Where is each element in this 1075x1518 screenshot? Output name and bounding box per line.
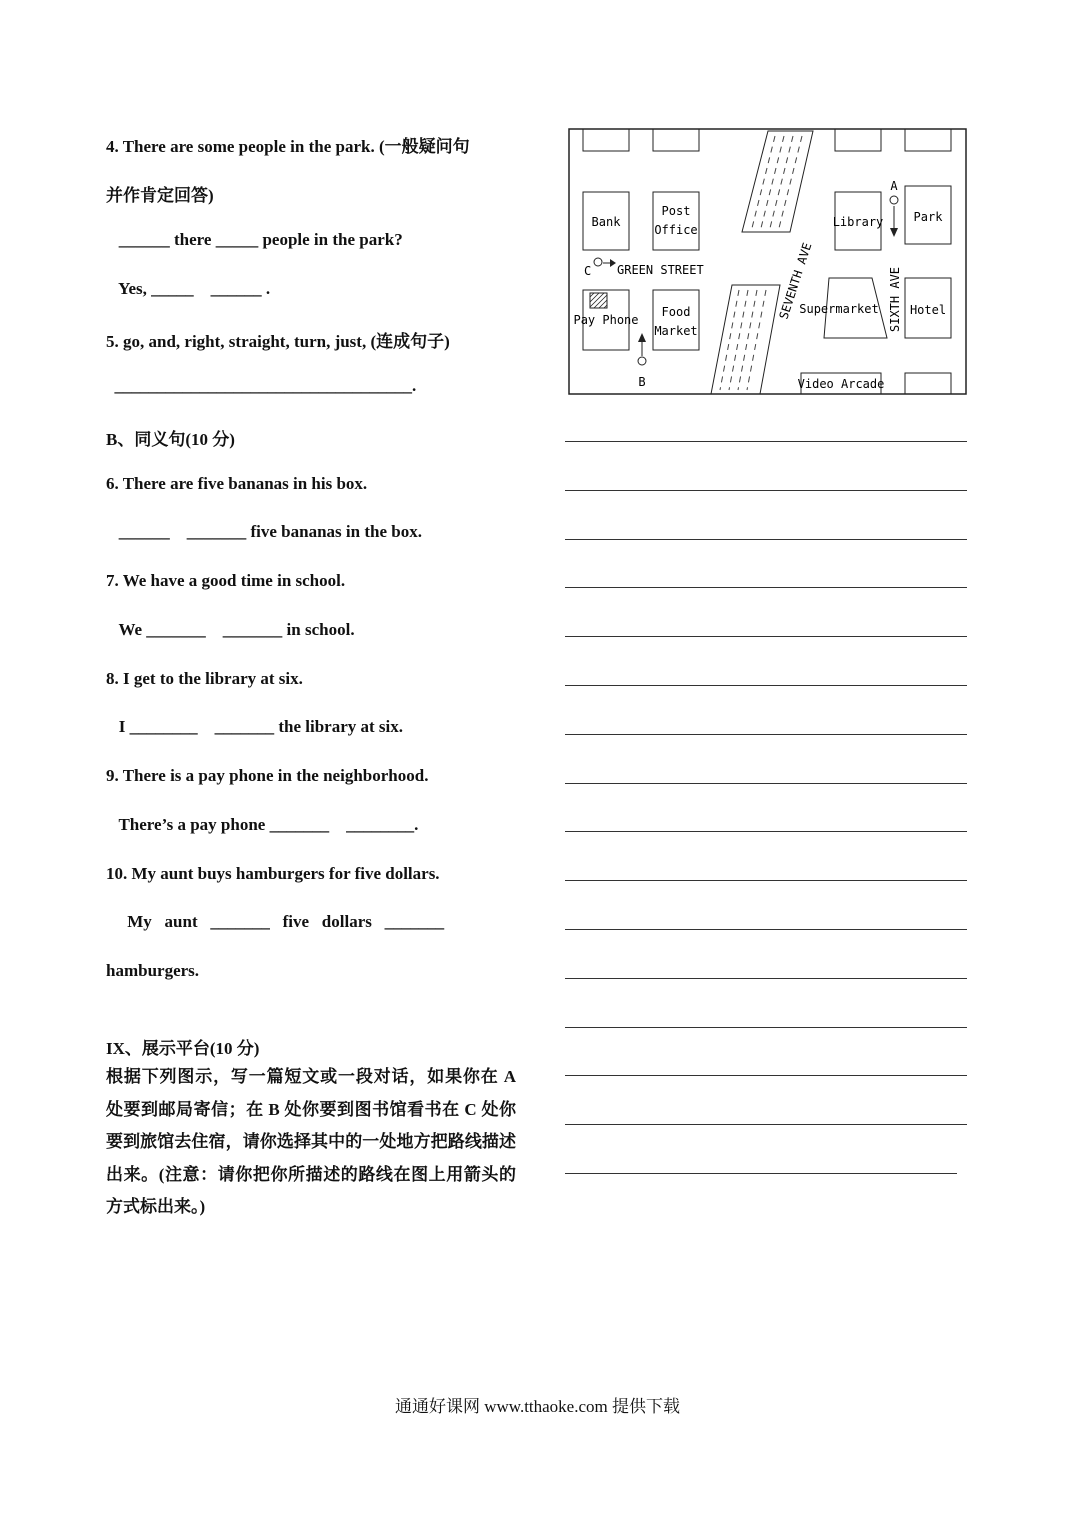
answer-line[interactable]	[565, 1173, 957, 1174]
answer-line[interactable]	[565, 441, 967, 442]
q6-answer-line: ______ _______ five bananas in the box.	[106, 522, 422, 541]
post-office-label-1: Post	[661, 204, 691, 218]
point-b-label: B	[638, 375, 646, 389]
q8-prompt: 8. I get to the library at six.	[106, 669, 303, 688]
answer-line[interactable]	[565, 539, 967, 540]
answer-line[interactable]	[565, 685, 967, 686]
neighborhood-map	[568, 128, 968, 396]
post-office-label-2: Office	[654, 223, 698, 237]
q9-prompt: 9. There is a pay phone in the neighborhood.	[106, 766, 429, 785]
q10-prompt: 10. My aunt buys hamburgers for five dollars.	[106, 864, 440, 883]
q9-answer-line: There’s a pay phone _______ ________.	[106, 815, 419, 834]
sixth-ave-label: SIXTH AVE	[888, 266, 902, 332]
q5-answer-line: ___________________________________.	[106, 376, 417, 395]
q4-prompt-cont: 并作肯定回答)	[106, 186, 214, 205]
q4-prompt: 4. There are some people in the park. (一般疑问句	[106, 137, 470, 156]
answer-line[interactable]	[565, 831, 967, 832]
answer-line[interactable]	[565, 587, 967, 588]
answer-line[interactable]	[565, 783, 967, 784]
q5-prompt: 5. go, and, right, straight, turn, just, (连成句子)	[106, 332, 450, 351]
answer-line[interactable]	[565, 880, 967, 881]
seventh-ave-label: SEVENTH AVE	[776, 241, 815, 321]
q10-answer-cont: hamburgers.	[106, 961, 200, 980]
point-a-label: A	[890, 179, 898, 193]
library-label: Library	[832, 215, 884, 229]
answer-line[interactable]	[565, 1124, 967, 1125]
green-street-label: GREEN STREET	[617, 263, 704, 277]
video-arcade-label: Video Arcade	[797, 377, 885, 391]
section-ix-instructions: 根据下列图示，写一篇短文或一段对话，如果你在 A 处要到邮局寄信；在 B 处你要到图书馆看书在 C 处你要到旅馆去住宿，请你选择其中的一处地方把路线描述出来。(注意：请你把你所描述的路线在图上用箭头的方式标出来。)	[106, 1067, 516, 1216]
supermarket-label: Supermarket	[799, 302, 879, 316]
food-market-label-2: Market	[654, 324, 698, 338]
answer-line[interactable]	[565, 1027, 967, 1028]
q8-answer-line: I ________ _______ the library at six.	[106, 717, 404, 736]
bank-label: Bank	[591, 215, 621, 229]
answer-line[interactable]	[565, 1075, 967, 1076]
point-c-label: C	[584, 264, 592, 278]
park-label: Park	[913, 210, 943, 224]
q7-prompt: 7. We have a good time in school.	[106, 571, 346, 590]
answer-line[interactable]	[565, 734, 967, 735]
page-footer: 通通好课网 www.tthaoke.com 提供下载	[394, 1397, 681, 1416]
section-ix-title: IX、展示平台(10 分)	[106, 1039, 260, 1058]
section-b-title: B、同义句(10 分)	[106, 430, 235, 449]
pay-phone-label: Pay Phone	[573, 313, 639, 327]
q4-answer-line: ______ there _____ people in the park?	[106, 230, 403, 249]
food-market-label-1: Food	[661, 305, 691, 319]
answer-line[interactable]	[565, 978, 967, 979]
hotel-label: Hotel	[909, 303, 947, 317]
q6-prompt: 6. There are five bananas in his box.	[106, 474, 368, 493]
answer-line[interactable]	[565, 636, 967, 637]
q10-answer-line: My aunt _______ five dollars _______	[106, 912, 445, 931]
q4-answer-yes: Yes, _____ ______ .	[106, 279, 271, 298]
answer-line[interactable]	[565, 929, 967, 930]
q7-answer-line: We _______ _______ in school.	[106, 620, 355, 639]
answer-line[interactable]	[565, 490, 967, 491]
